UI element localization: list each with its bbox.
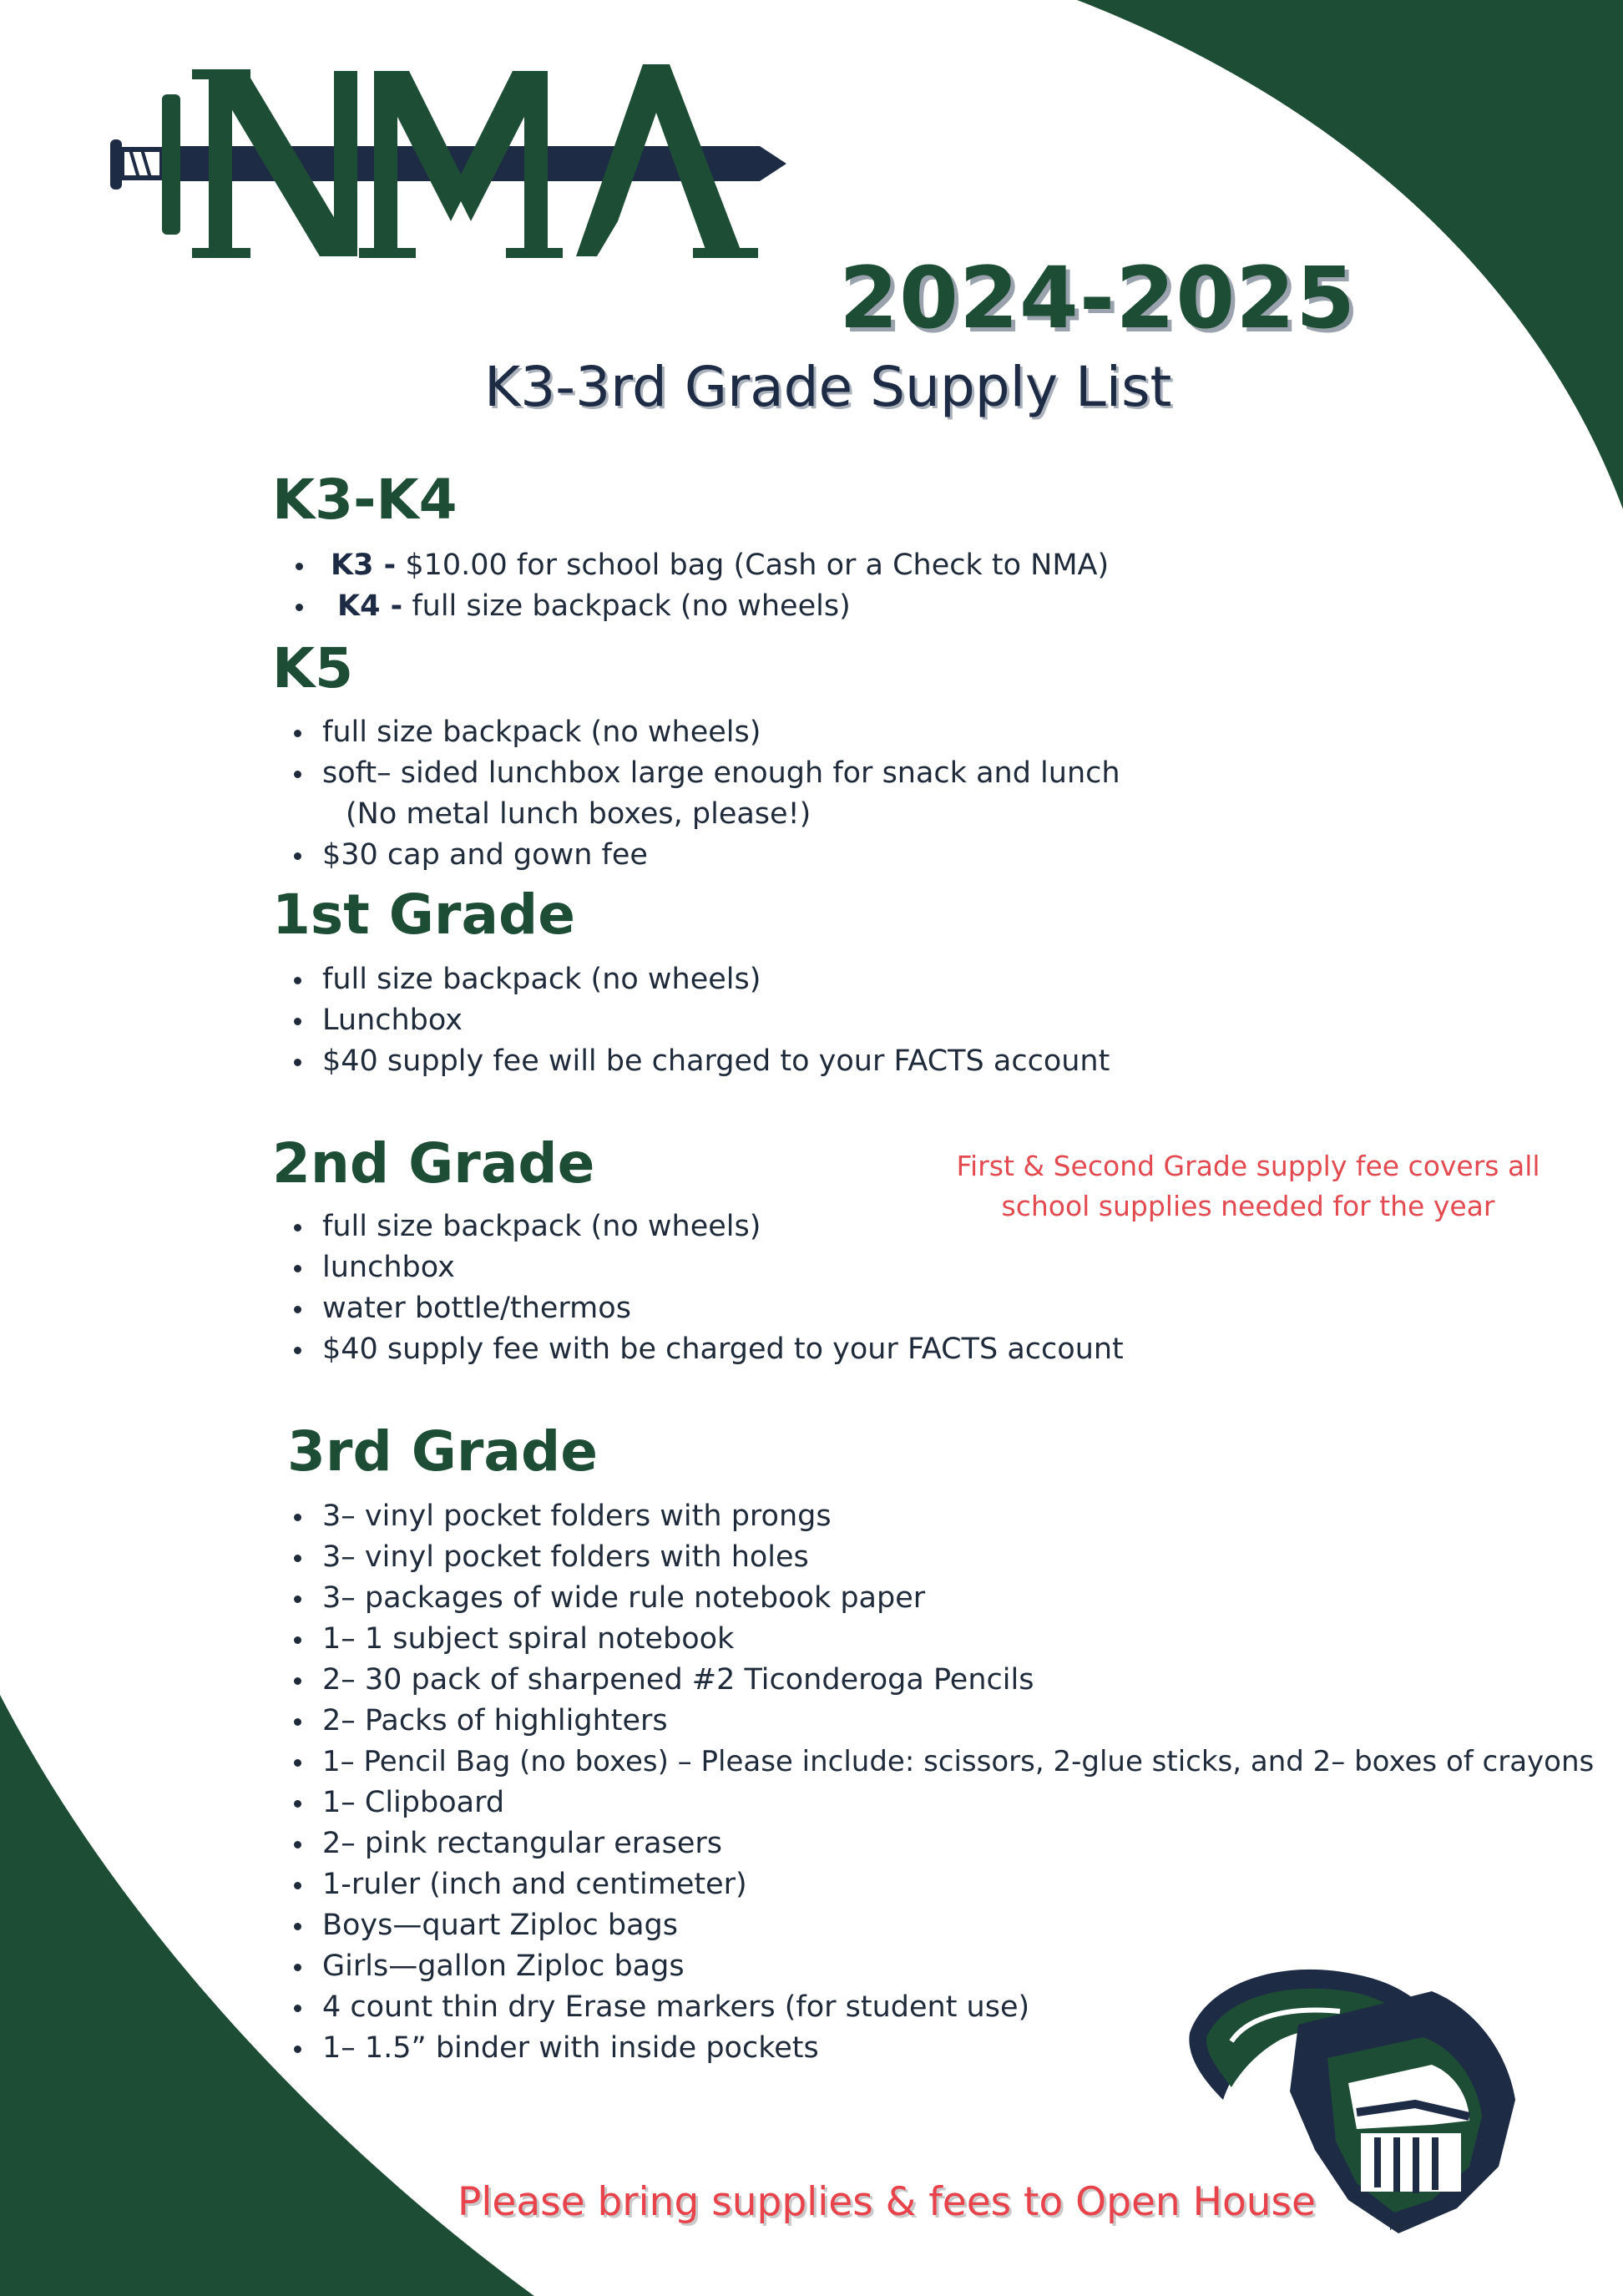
list-item: 2– pink rectangular erasers [272, 1823, 1594, 1864]
list-item-continuation: (No metal lunch boxes, please!) [346, 797, 812, 831]
list-item [272, 586, 1109, 627]
item-label: K4 - [337, 589, 403, 623]
list-item: 1– Clipboard [272, 1783, 1594, 1823]
nma-logo [109, 63, 793, 263]
list-item: full size backpack (no wheels) [272, 712, 1120, 753]
list-item: 3– vinyl pocket folders with prongs [272, 1496, 1594, 1537]
heading-k3k4: K3-K4 [272, 468, 458, 532]
list-item: $40 supply fee with be charged to your FACTS account [272, 1329, 1124, 1370]
list-grade1 [272, 959, 1110, 1082]
list-item: 2– 30 pack of sharpened #2 Ticonderoga Pencils [272, 1660, 1594, 1701]
list-item: lunchbox [272, 1247, 1124, 1288]
list-item: full size backpack (no wheels) [272, 959, 1110, 1000]
list-item: soft– sided lunchbox large enough for snack and lunch [272, 753, 1120, 794]
list-item: 2– Packs of highlighters [272, 1701, 1594, 1742]
note-line: First & Second Grade supply fee covers all [956, 1150, 1540, 1182]
list-item: Lunchbox [272, 1000, 1110, 1041]
list-item: 1-ruler (inch and centimeter) [272, 1864, 1594, 1905]
list-k5 [272, 712, 1120, 876]
item-text: $10.00 for school bag (Cash or a Check to NMA) [396, 549, 1110, 582]
list-item: $30 cap and gown fee [272, 835, 1120, 876]
list-item: 3– packages of wide rule notebook paper [272, 1578, 1594, 1619]
list-item: Boys—quart Ziploc bags [272, 1905, 1594, 1946]
item-text: full size backpack (no wheels) [402, 589, 851, 623]
list-item: full size backpack (no wheels) [272, 1206, 1124, 1247]
list-k3k4 [272, 545, 1109, 627]
note-line: school supplies needed for the year [1001, 1190, 1495, 1222]
school-year: 2024-2025 [839, 249, 1357, 348]
list-item [272, 545, 1109, 586]
heading-grade1: 1st Grade [272, 882, 575, 947]
page-title: K3-3rd Grade Supply List [484, 355, 1172, 419]
list-item: 3– vinyl pocket folders with holes [272, 1537, 1594, 1578]
trademark: TM [1388, 2221, 1403, 2233]
footer-message: Please bring supplies & fees to Open House [458, 2179, 1316, 2225]
list-item: $40 supply fee will be charged to your FACTS account [272, 1041, 1110, 1082]
supply-fee-note [927, 1146, 1570, 1226]
heading-k5: K5 [272, 636, 354, 700]
item-label: K3 - [331, 549, 397, 582]
list-grade2 [272, 1206, 1124, 1370]
list-item: 1– Pencil Bag (no boxes) – Please include: scissors, 2-glue sticks, and 2– boxes of crayons [272, 1742, 1594, 1783]
heading-grade2: 2nd Grade [272, 1131, 595, 1196]
list-item: Girls—gallon Ziploc bags [272, 1946, 1594, 1987]
heading-grade3: 3rd Grade [287, 1419, 598, 1484]
list-item: 4 count thin dry Erase markers (for student use) [272, 1987, 1594, 2028]
list-item: water bottle/thermos [272, 1288, 1124, 1329]
list-item: 1– 1 subject spiral notebook [272, 1619, 1594, 1660]
list-item: 1– 1.5” binder with inside pockets [272, 2028, 1594, 2069]
